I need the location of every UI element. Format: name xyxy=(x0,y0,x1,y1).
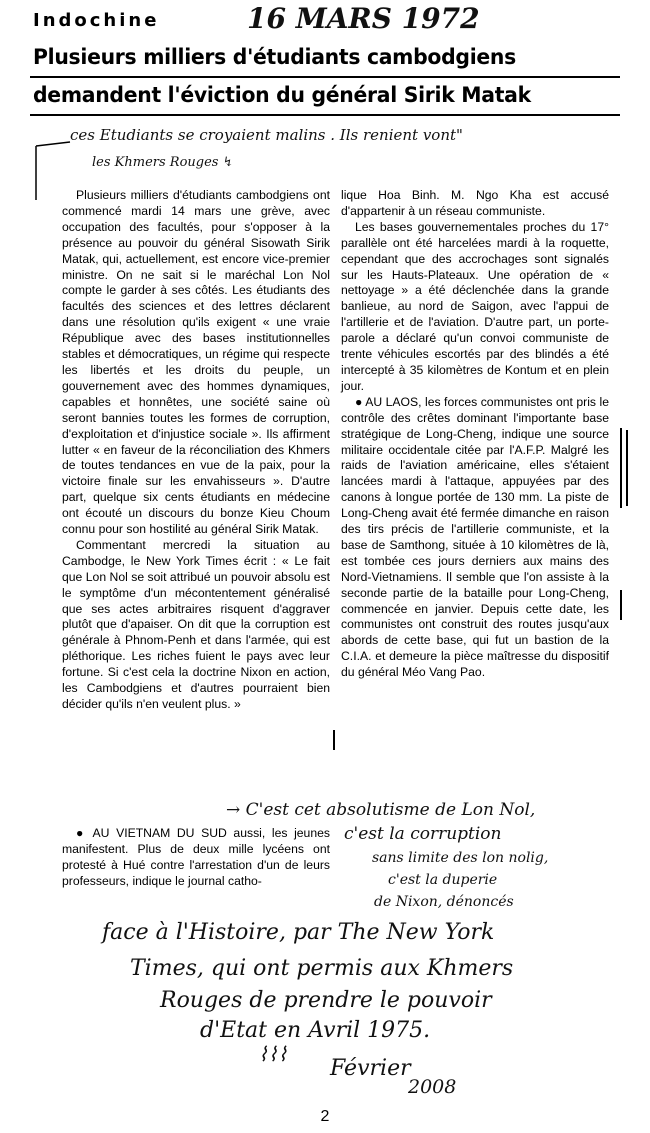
page-number: 2 xyxy=(320,1108,330,1125)
annotation-closing-2: c'est la corruption xyxy=(344,824,502,844)
article-column-1 xyxy=(62,188,330,713)
handwritten-date: 16 MARS 1972 xyxy=(247,2,480,35)
paragraph: Commentant mercredi la situation au Cambodge, le New York Times écrit : « Le fait que Lon Nol se soit attribué un pouvoir absolu est le symptôme d'un mécontentement généralisé que ses actes arbitraires risquent d'aggraver plutôt que d'apaiser. On dit que la corruption est générale à Phnom-Penh et dans l'armée, qui est pléthorique. Les riches fuient le pays avec leur fortune. Si c'est cela la doctrine Nixon en action, les Cambodgiens et d'autres pourraient bien décider qu'ils n'en veulent plus. » xyxy=(62,537,330,711)
annotation-signature: ⌇⌇⌇ xyxy=(258,1042,288,1066)
annotation-closing-6: face à l'Histoire, par The New York xyxy=(102,920,495,945)
margin-mark xyxy=(620,428,622,508)
paragraph: ● AU LAOS, les forces communistes ont pris le contrôle des crêtes dominant l'importante base stratégique de Long-Cheng, indique une source militaire occidentale citée par l'A.F.P. Malgré les raids de l'aviation américaine, elles s'étaient lancées mardi à l'attaque, appuyées par des canons à longue portée de 130 mm. La piste de Long-Cheng avait été fermée dimanche en raison des tirs précis de l'artillerie communiste, et la base de Samthong, située à 10 kilomètres de là, est tombée ces jours derniers aux mains des Nord-Vietnamiens. Il semble que l'on assiste à la seconde partie de la bataille pour Long-Cheng, commencée en janvier. Depuis cette date, les communistes ont construit des routes jusqu'aux abords de cette base, qui fut un bastion de la C.I.A. et demeure la pièce maîtresse du dispositif du général Méo Vang Pao. xyxy=(341,394,609,680)
annotation-closing-4: c'est la duperie xyxy=(388,872,498,888)
paragraph: ● AU VIETNAM DU SUD aussi, les jeunes manifestent. Plus de deux mille lycéens ont protesté à Hué contre l'arrestation d'un de leurs professeurs, indique le journal catho- xyxy=(62,826,330,888)
annotation-closing-1: → C'est cet absolutisme de Lon Nol, xyxy=(226,800,536,820)
annotation-closing-8: Rouges de prendre le pouvoir xyxy=(160,988,492,1013)
margin-mark xyxy=(333,730,335,750)
annotation-bracket xyxy=(0,0,650,200)
annotation-closing-11: 2008 xyxy=(408,1076,457,1098)
annotation-closing-10: Février xyxy=(330,1056,411,1081)
annotation-top-1: ces Etudiants se croyaient malins . Ils renient vont" xyxy=(70,126,463,144)
headline-line-1: Plusieurs milliers d'étudiants cambodgiens xyxy=(33,45,516,69)
annotation-closing-3: sans limite des lon nolig, xyxy=(372,850,549,866)
kicker: Indochine xyxy=(33,10,160,31)
margin-mark xyxy=(620,590,622,620)
annotation-closing-9: d'Etat en Avril 1975. xyxy=(200,1018,431,1043)
annotation-top-2: les Khmers Rouges ↯ xyxy=(92,155,234,170)
paragraph: Plusieurs milliers d'étudiants cambodgiens ont commencé mardi 14 mars une grève, avec occupation des facultés, pour s'opposer à la présence au pouvoir du général Sisowath Sirik Matak, qui, actuellement, est encore vice-premier ministre. On ne sait si le maréchal Lon Nol compte le garder à ses côtés. Les étudiants des facultés des sciences et des lettres déclarent dans une résolution qu'ils exigent « une vraie République avec des bases institutionnelles stables et démocratiques, un régime qui respecte les libertés et les droits du peuple, un gouvernement avec des hommes dynamiques, capables et honnêtes, une société saine où seront bannies toutes les formes de corruption, d'exploitation et d'injustice sociale ». Ils affirment lutter « en faveur de la réconciliation des Khmers de toutes tendances en vue de la paix, pour la victoire finale sur les envahisseurs ». D'autre part, quelque six cents étudiants en médecine ont écouté un discours du bonze Kieu Choum connu pour son hostilité au général Sirik Matak. xyxy=(62,188,330,537)
article-column-3 xyxy=(62,826,330,890)
paragraph: Les bases gouvernementales proches du 17° parallèle ont été harcelées mardi à la roquette, cependant que des accrochages sont signalés sur les Hauts-Plateaux. Une opération de « nettoyage » a été déclenchée dans la grande banlieue, au nord de Saigon, avec l'appui de l'artillerie et de l'aviation. D'autre part, un porte-parole a déclaré qu'un convoi communiste de trente véhicules escortés par des blindés a été intercepté à 35 kilomètres de Kontum et en plein jour. xyxy=(341,219,609,393)
annotation-closing-5: de Nixon, dénoncés xyxy=(374,894,514,910)
margin-mark xyxy=(626,430,628,506)
annotation-closing-7: Times, qui ont permis aux Khmers xyxy=(130,956,514,981)
article-column-2 xyxy=(341,188,609,681)
headline-line-2: demandent l'éviction du général Sirik Matak xyxy=(33,83,531,107)
paragraph: lique Hoa Binh. M. Ngo Kha est accusé d'appartenir à un réseau communiste. xyxy=(341,188,609,218)
